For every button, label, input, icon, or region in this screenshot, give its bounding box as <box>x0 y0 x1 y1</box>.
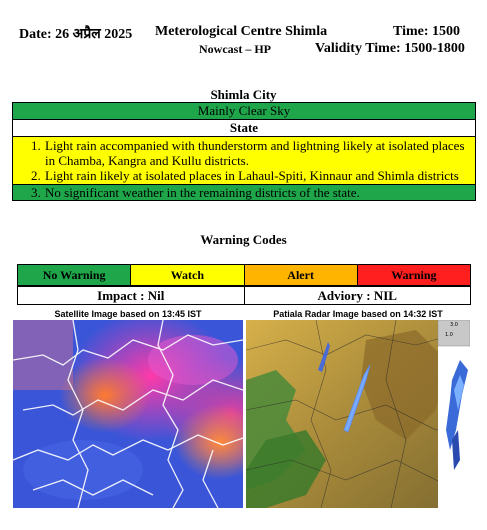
date-label: Date: 26 अप्रैल 2025 <box>19 27 133 42</box>
item-number: 3. <box>31 185 41 200</box>
state-warning-rows <box>13 137 475 185</box>
state-item <box>13 185 475 200</box>
advisory-label: Adviory : NIL <box>317 288 397 303</box>
issue-time: Time: 1500 <box>393 24 461 39</box>
warning-codes-title: Warning Codes <box>200 232 287 247</box>
city-condition: Mainly Clear Sky <box>13 103 475 120</box>
radar-legend-value: 1.0 <box>445 332 453 338</box>
satellite-caption: Satellite Image based on 13:45 IST <box>54 309 202 319</box>
impact-advisory-row <box>17 286 471 305</box>
satellite-image <box>13 320 243 508</box>
item-number: 1. <box>31 138 41 153</box>
item-text: Light rain likely at isolated places in Lahaul-Spiti, Kinnaur and Shimla districts <box>45 168 459 183</box>
code-warning: Warning <box>358 265 470 285</box>
nowcast-label: Nowcast – HP <box>199 42 271 56</box>
item-text: Light rain accompanied with thunderstorm and lightning likely at isolated places in Chamba, Kangra and Kullu districts. <box>45 138 465 168</box>
state-clear-row <box>13 185 475 200</box>
state-heading: State <box>13 120 475 137</box>
radar-legend-value: 3.0 <box>450 322 458 328</box>
item-text: No significant weather in the remaining districts of the state. <box>45 185 360 200</box>
code-no-warning: No Warning <box>18 265 131 285</box>
state-item <box>13 138 475 168</box>
code-alert: Alert <box>245 265 358 285</box>
forecast-table <box>12 102 476 201</box>
warning-codes-legend <box>17 264 471 286</box>
code-watch: Watch <box>131 265 244 285</box>
radar-image <box>246 320 470 508</box>
state-item <box>13 168 475 183</box>
validity-time: Validity Time: 1500-1800 <box>315 41 465 56</box>
impact-label: Impact : Nil <box>18 287 245 304</box>
radar-caption: Patiala Radar Image based on 14:32 IST <box>273 309 443 319</box>
item-number: 2. <box>31 168 41 183</box>
city-name: Shimla City <box>210 87 277 102</box>
centre-title: Meterological Centre Shimla <box>155 24 328 39</box>
